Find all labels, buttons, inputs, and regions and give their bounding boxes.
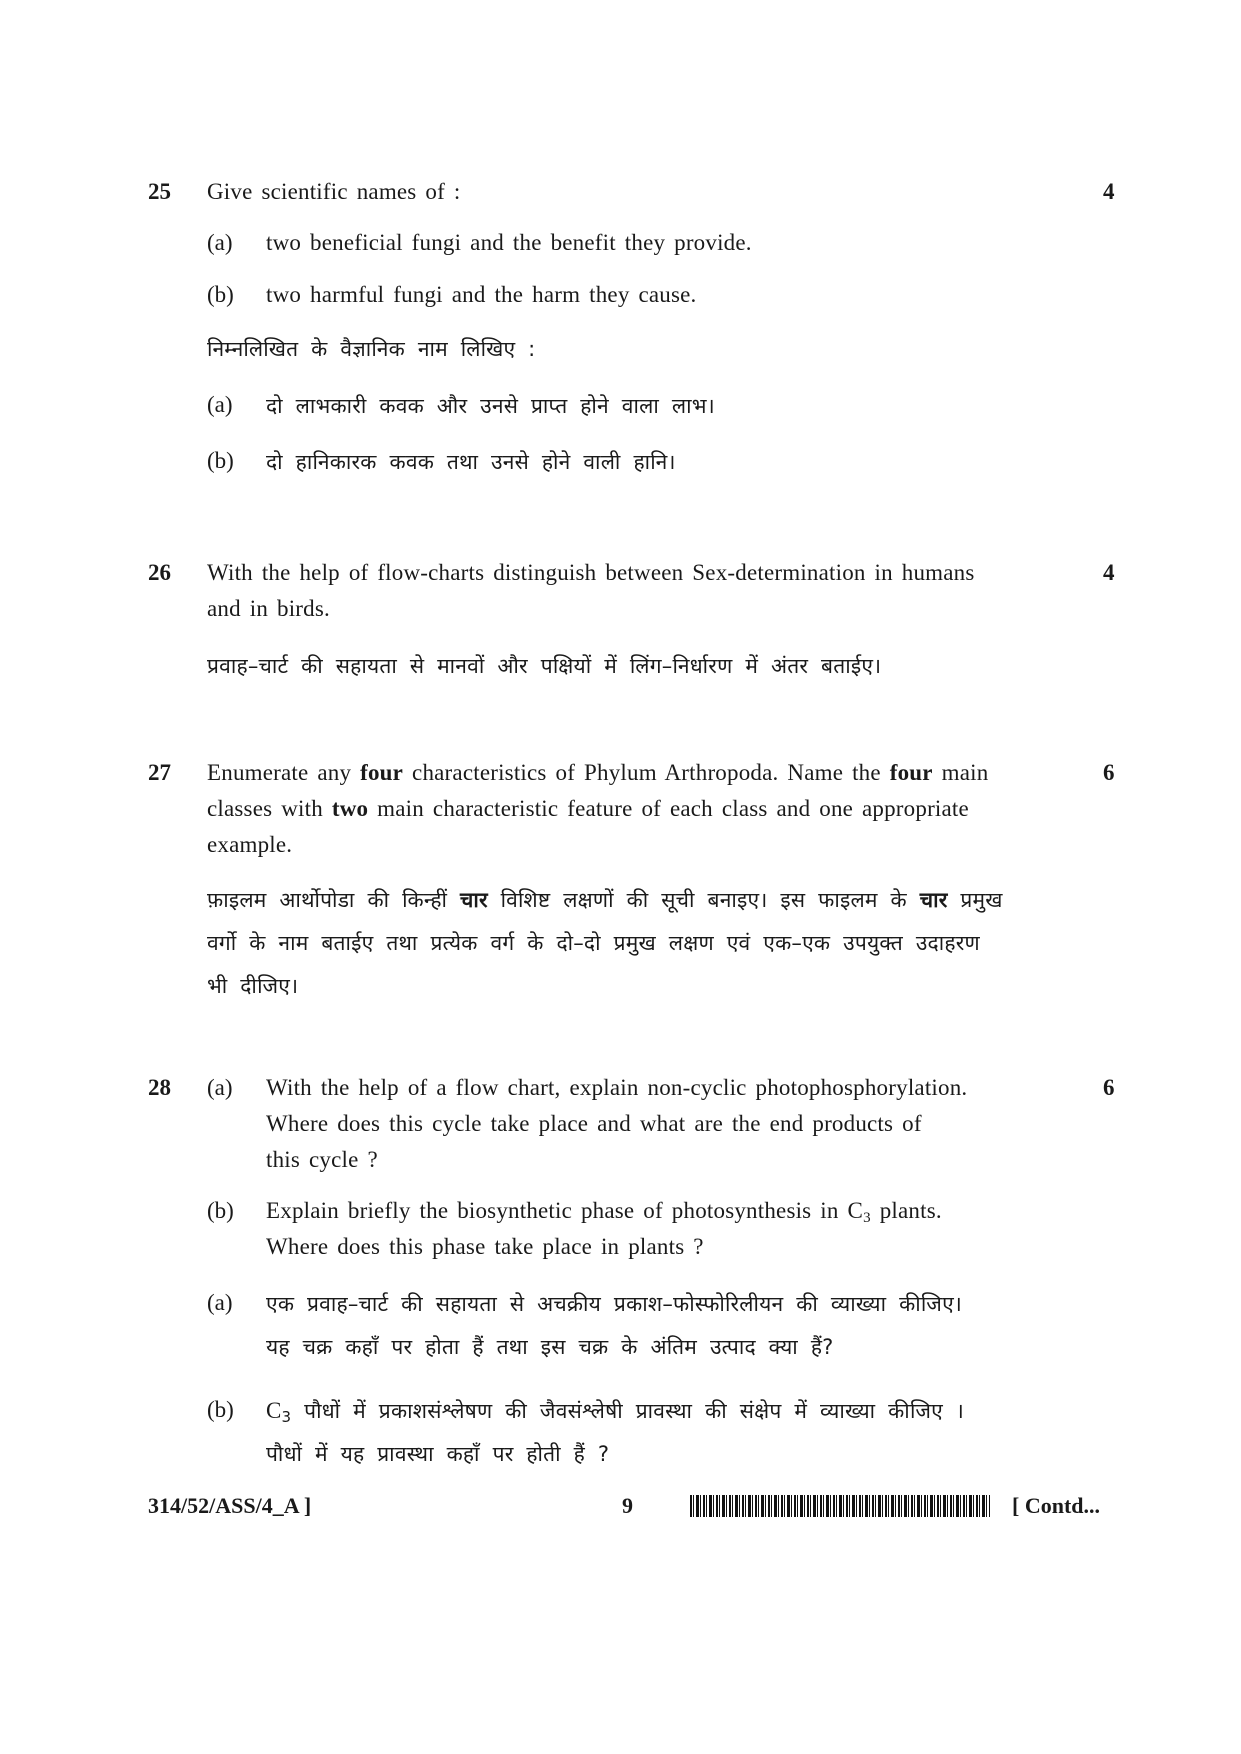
part-label: (b) bbox=[207, 282, 234, 307]
part-text-line bbox=[266, 1198, 942, 1227]
part-text-hindi bbox=[266, 1397, 964, 1426]
contd-label: [ Contd... bbox=[1012, 1493, 1101, 1518]
text-run: फ़ाइलम आर्थोपोडा की किन्हीं bbox=[207, 888, 461, 912]
text-run: Enumerate any bbox=[207, 760, 361, 785]
part-label: (a) bbox=[207, 1075, 233, 1100]
question-marks: 4 bbox=[1103, 560, 1115, 585]
part-text-hindi: दो लाभकारी कवक और उनसे प्राप्त होने वाला लाभ। bbox=[266, 394, 715, 418]
part-label: (a) bbox=[207, 392, 233, 417]
part-text-line: Where does this phase take place in plants ? bbox=[266, 1234, 704, 1259]
part-label: (b) bbox=[207, 1198, 234, 1223]
question-text-line: and in birds. bbox=[207, 596, 330, 621]
question-marks: 4 bbox=[1103, 179, 1115, 204]
text-run: main characteristic feature of each class and one appropriate bbox=[368, 796, 969, 821]
subscript: 3 bbox=[281, 1408, 292, 1426]
part-text: two beneficial fungi and the benefit they provide. bbox=[266, 230, 752, 255]
emphasis: four bbox=[889, 760, 933, 785]
text-run: विशिष्ट लक्षणों की सूची बनाइए। इस फाइलम के bbox=[487, 888, 920, 912]
question-text-hindi: प्रवाह–चार्ट की सहायता से मानवों और पक्षियों में लिंग–निर्धारण में अंतर बताईए। bbox=[207, 654, 882, 678]
part-label: (b) bbox=[207, 448, 234, 473]
text-run: C bbox=[266, 1398, 282, 1423]
part-text-line: Where does this cycle take place and what are the end products of bbox=[266, 1111, 922, 1136]
question-number: 27 bbox=[148, 760, 171, 785]
emphasis: four bbox=[360, 760, 404, 785]
question-marks: 6 bbox=[1103, 1075, 1115, 1100]
question-text-hindi: वर्गो के नाम बताईए तथा प्रत्येक वर्ग के दो–दो प्रमुख लक्षण एवं एक–एक उपयुक्त उदाहरण bbox=[207, 931, 980, 955]
part-label: (a) bbox=[207, 1290, 233, 1315]
part-label: (a) bbox=[207, 230, 233, 255]
emphasis: two bbox=[331, 796, 369, 821]
question-text-line: With the help of flow-charts distinguish between Sex-determination in humans bbox=[207, 560, 975, 585]
emphasis: चार bbox=[460, 888, 488, 912]
page-number: 9 bbox=[622, 1493, 633, 1518]
part-text-hindi: यह चक्र कहाँ पर होता हैं तथा इस चक्र के अंतिम उत्पाद क्या हैं? bbox=[266, 1335, 834, 1359]
question-number: 28 bbox=[148, 1075, 171, 1100]
question-text-hindi: भी दीजिए। bbox=[207, 974, 299, 998]
barcode bbox=[690, 1495, 990, 1517]
part-text-hindi: एक प्रवाह–चार्ट की सहायता से अचक्रीय प्रकाश–फोस्फोरिलीयन की व्याख्या कीजिए। bbox=[266, 1292, 963, 1316]
part-text-hindi: पौधों में यह प्रावस्था कहाँ पर होती हैं ? bbox=[266, 1442, 610, 1466]
part-text-hindi: दो हानिकारक कवक तथा उनसे होने वाली हानि। bbox=[266, 450, 676, 474]
page-footer bbox=[0, 1493, 1241, 1533]
emphasis: चार bbox=[919, 888, 948, 912]
text-run: पौधों में प्रकाशसंश्लेषण की जैवसंश्लेषी प्रावस्था की संक्षेप में व्याख्या कीजिए । bbox=[291, 1399, 965, 1423]
question-prompt: Give scientific names of : bbox=[207, 179, 461, 204]
question-marks: 6 bbox=[1103, 760, 1115, 785]
part-text: two harmful fungi and the harm they cause. bbox=[266, 282, 697, 307]
question-text-line bbox=[207, 760, 988, 786]
part-label: (b) bbox=[207, 1397, 234, 1422]
question-text-line bbox=[207, 796, 969, 822]
question-text-hindi bbox=[207, 886, 1003, 914]
question-text-line: example. bbox=[207, 832, 293, 857]
question-prompt-hindi: निम्नलिखित के वैज्ञानिक नाम लिखिए : bbox=[207, 337, 536, 361]
text-run: plants. bbox=[870, 1198, 942, 1223]
part-text-line: this cycle ? bbox=[266, 1147, 378, 1172]
text-run: Explain briefly the biosynthetic phase of photosynthesis in C bbox=[266, 1198, 864, 1223]
subscript: 3 bbox=[863, 1210, 871, 1226]
question-number: 26 bbox=[148, 560, 171, 585]
paper-code: 314/52/ASS/4_A ] bbox=[148, 1493, 312, 1518]
part-text-line: With the help of a flow chart, explain non-cyclic photophosphorylation. bbox=[266, 1075, 968, 1100]
text-run: प्रमुख bbox=[947, 888, 1003, 912]
text-run: classes with bbox=[207, 796, 332, 821]
text-run: main bbox=[932, 760, 989, 785]
question-number: 25 bbox=[148, 179, 171, 204]
text-run: characteristics of Phylum Arthropoda. Name the bbox=[403, 760, 890, 785]
